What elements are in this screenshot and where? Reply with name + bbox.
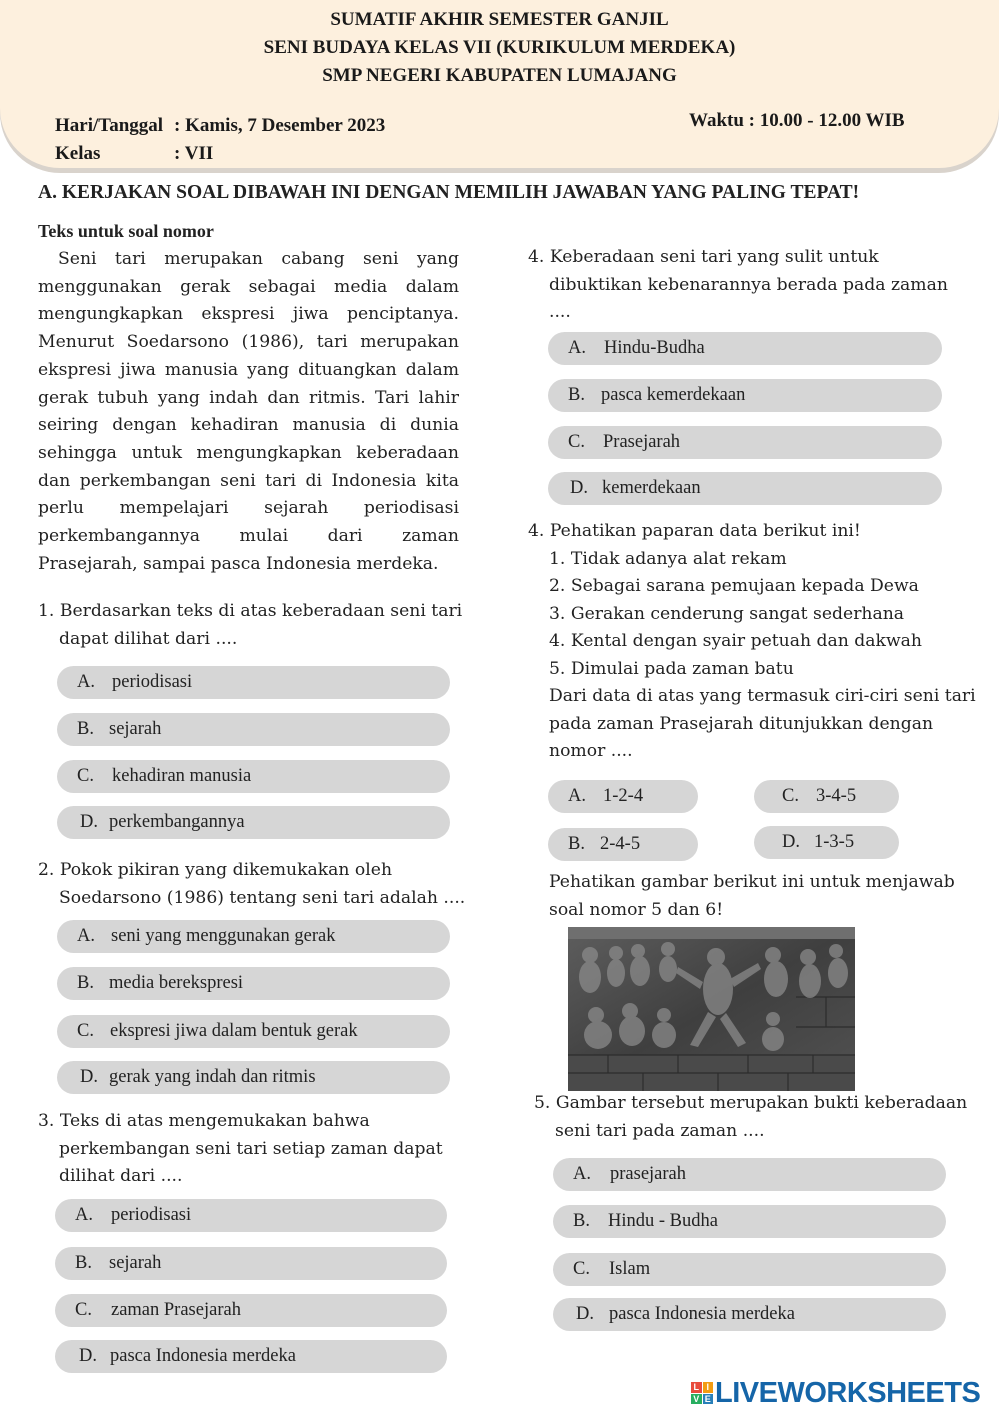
option-letter: D. [576, 1304, 594, 1324]
liveworksheets-logo [691, 1376, 980, 1410]
q1-option-c[interactable] [57, 760, 450, 793]
q4a-option-d[interactable] [548, 472, 942, 505]
option-text: pasca kemerdekaan [601, 385, 746, 405]
logo-mark-v: V [691, 1394, 702, 1405]
q2-option-a[interactable] [57, 920, 450, 953]
option-letter: B. [77, 973, 94, 993]
option-letter: C. [77, 1021, 94, 1041]
exam-subject: SENI BUDAYA KELAS VII (KURIKULUM MERDEKA) [263, 37, 736, 58]
q4b-option-d[interactable] [754, 826, 899, 859]
option-text: periodisasi [112, 672, 193, 692]
option-text: pasca Indonesia merdeka [609, 1304, 795, 1324]
picture-instruction-line-2: soal nomor 5 dan 6! [549, 899, 724, 920]
exam-time: Waktu : 10.00 - 12.00 WIB [689, 110, 905, 131]
question-5 [534, 1090, 967, 1145]
question-5-line-1: 5. Gambar tersebut merupakan bukti keberadaan [534, 1093, 968, 1113]
class-label: Kelas [55, 143, 101, 164]
picture-instruction-line-1: Pehatikan gambar berikut ini untuk menjawab [549, 872, 955, 892]
q3-option-d[interactable] [55, 1340, 447, 1373]
option-text: kemerdekaan [602, 478, 701, 498]
q1-option-a[interactable] [57, 666, 450, 699]
question-4b [528, 518, 976, 766]
question-4a-line-3: .... [549, 302, 571, 322]
question-4b-prompt-1: Dari data di atas yang termasuk ciri-ciri seni tari [549, 686, 976, 706]
q4a-option-a[interactable] [548, 332, 942, 365]
option-letter: D. [80, 812, 98, 832]
option-letter: A. [568, 338, 586, 358]
passage-title: Teks untuk soal nomor [38, 221, 214, 241]
question-3-line-3: dilihat dari .... [59, 1166, 183, 1186]
option-letter: A. [573, 1164, 591, 1184]
logo-mark-e: E [703, 1394, 714, 1405]
question-3 [38, 1108, 443, 1191]
option-text: kehadiran manusia [112, 766, 252, 786]
q3-option-a[interactable] [55, 1199, 447, 1232]
option-letter: A. [77, 926, 95, 946]
option-text: sejarah [109, 1253, 162, 1273]
option-letter: D. [80, 1067, 98, 1087]
q1-option-b[interactable] [57, 713, 450, 746]
question-1-line-1: 1. Berdasarkan teks di atas keberadaan seni tari [38, 601, 463, 621]
q2-option-d[interactable] [57, 1061, 450, 1094]
logo-mark-i: I [703, 1382, 714, 1393]
option-letter: C. [782, 786, 799, 806]
q4b-option-a[interactable] [548, 780, 698, 813]
option-text: pasca Indonesia merdeka [110, 1346, 296, 1366]
question-4a [528, 244, 948, 327]
option-text: Hindu-Budha [604, 338, 705, 358]
option-letter: D. [79, 1346, 97, 1366]
option-letter: C. [568, 432, 585, 452]
data-item-4: 4. Kental dengan syair petuah dan dakwah [549, 631, 922, 651]
question-5-line-2: seni tari pada zaman .... [555, 1120, 765, 1141]
question-4a-line-2: dibuktikan kebenarannya berada pada zaman [549, 274, 948, 295]
question-4b-prompt-3: nomor .... [549, 741, 633, 761]
question-4a-line-1: 4. Keberadaan seni tari yang sulit untuk [528, 247, 879, 267]
question-4b-line-1: 4. Pehatikan paparan data berikut ini! [528, 521, 861, 541]
q4b-option-c[interactable] [754, 780, 899, 813]
option-text: Prasejarah [603, 432, 681, 452]
option-text: 2-4-5 [600, 834, 641, 854]
data-item-3: 3. Gerakan cenderung sangat sederhana [549, 603, 905, 624]
liveworksheets-logo-text: LIVEWORKSHEETS [715, 1376, 981, 1409]
logo-mark-l: L [691, 1382, 702, 1393]
question-1 [38, 598, 462, 653]
option-text: Hindu - Budha [608, 1211, 718, 1231]
q5-option-a[interactable] [553, 1158, 946, 1191]
q5-option-c[interactable] [553, 1253, 946, 1286]
option-letter: A. [568, 786, 586, 806]
q1-option-d[interactable] [57, 806, 450, 839]
q2-option-c[interactable] [57, 1015, 450, 1048]
option-text: media berekspresi [109, 973, 244, 993]
option-letter: C. [77, 766, 94, 786]
q2-option-b[interactable] [57, 967, 450, 1000]
option-text: 3-4-5 [816, 786, 857, 806]
option-text: seni yang menggunakan gerak [111, 926, 336, 946]
data-item-5: 5. Dimulai pada zaman batu [549, 658, 794, 679]
section-title: A. KERJAKAN SOAL DIBAWAH INI DENGAN MEMILIH JAWABAN YANG PALING TEPAT! [38, 182, 860, 203]
question-2-line-2: Soedarsono (1986) tentang seni tari adalah .... [59, 887, 466, 908]
q5-option-d[interactable] [553, 1298, 946, 1331]
option-text: prasejarah [610, 1164, 687, 1184]
data-item-1: 1. Tidak adanya alat rekam [549, 548, 787, 569]
option-letter: A. [77, 672, 95, 692]
class-value: : VII [174, 143, 214, 164]
data-item-2: 2. Sebagai sarana pemujaan kepada Dewa [549, 576, 919, 596]
question-1-line-2: dapat dilihat dari .... [59, 628, 238, 649]
exam-title: SUMATIF AKHIR SEMESTER GANJIL [330, 9, 669, 30]
option-letter: B. [568, 385, 585, 405]
question-3-line-1: 3. Teks di atas mengemukakan bahwa [38, 1111, 370, 1131]
exam-header [0, 0, 999, 168]
reading-passage: Seni tari merupakan cabang seni yang menggunakan gerak sebagai media dalam mengungkapkan ekspresi jiwa penciptanya. Menurut Soedarsono (1986), tari merupakan ekspresi jiwa manusia yang dituangkan dalam gerak tubuh yang indah dan ritmis. Tari lahir seiring dengan kehadiran manusia di dunia sehingga untuk mengungkapkan keberadaan dan perkembangan seni tari di Indonesia kita perlu mempelajari sejarah periodisasi perkembangannya mulai dari zaman Prasejarah, sampai pasca Indonesia merdeka. [38, 249, 459, 574]
option-text: Islam [609, 1259, 651, 1279]
option-letter: B. [573, 1211, 590, 1231]
q4a-option-b[interactable] [548, 379, 942, 412]
question-2-line-1: 2. Pokok pikiran yang dikemukakan oleh [38, 860, 393, 880]
option-text: perkembangannya [109, 812, 245, 832]
question-3-line-2: perkembangan seni tari setiap zaman dapat [59, 1138, 443, 1159]
date-label: Hari/Tanggal [55, 115, 164, 136]
option-text: zaman Prasejarah [111, 1300, 241, 1320]
option-letter: A. [75, 1205, 93, 1225]
q5-option-b[interactable] [553, 1205, 946, 1238]
liveworksheets-logo-icon [691, 1382, 713, 1404]
question-4b-prompt-2: pada zaman Prasejarah ditunjukkan dengan [549, 713, 934, 734]
option-text: ekspresi jiwa dalam bentuk gerak [110, 1021, 358, 1041]
question-2 [38, 857, 465, 912]
q3-option-c[interactable] [55, 1294, 447, 1327]
q4b-option-b[interactable] [548, 828, 698, 861]
option-letter: B. [77, 719, 94, 739]
option-text: gerak yang indah dan ritmis [109, 1067, 316, 1087]
option-text: sejarah [109, 719, 162, 739]
school-name: SMP NEGERI KABUPATEN LUMAJANG [322, 65, 677, 86]
option-text: 1-2-4 [603, 786, 644, 806]
temple-relief-image [568, 927, 855, 1091]
option-text: 1-3-5 [814, 832, 855, 852]
option-letter: C. [573, 1259, 590, 1279]
q4a-option-c[interactable] [548, 426, 942, 459]
option-letter: C. [75, 1300, 92, 1320]
option-letter: D. [782, 832, 800, 852]
option-text: periodisasi [111, 1205, 192, 1225]
option-letter: B. [568, 834, 585, 854]
option-letter: D. [570, 478, 588, 498]
picture-instruction [549, 869, 955, 924]
q3-option-b[interactable] [55, 1247, 447, 1280]
option-letter: B. [75, 1253, 92, 1273]
date-value: : Kamis, 7 Desember 2023 [174, 115, 386, 136]
